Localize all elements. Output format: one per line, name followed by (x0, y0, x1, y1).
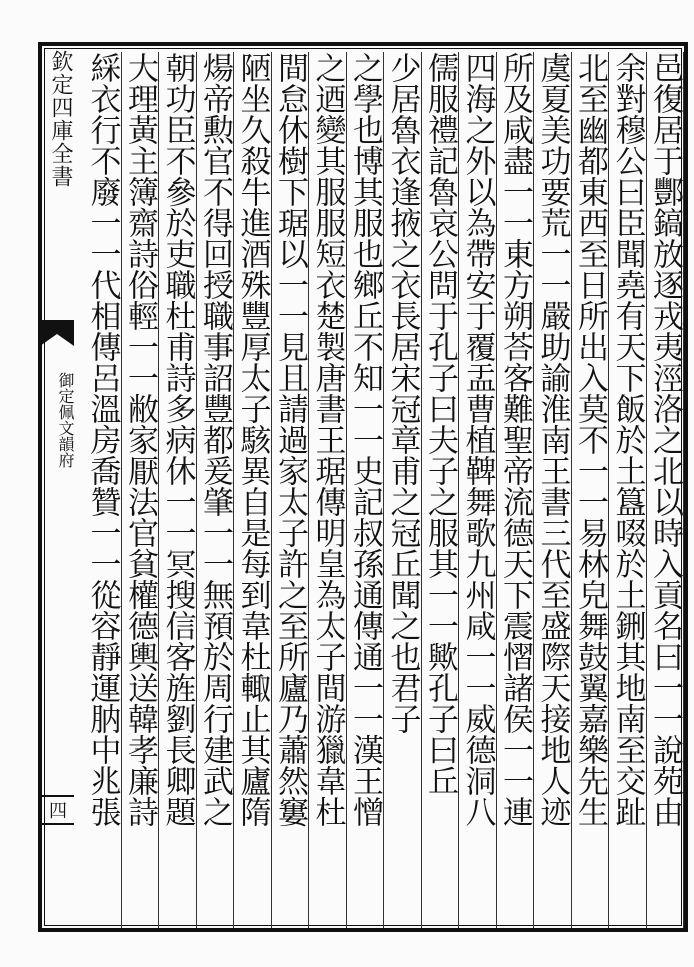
text-column: 儒服禮記魯哀公問于孔子曰夫子之服其一一歟孔子曰丘 (422, 52, 460, 928)
book-title (46, 372, 76, 468)
text-column: 少居魯衣逢掖之衣長居宋冠章甫之冠丘聞之也君子 (384, 52, 422, 928)
collection-title: 欽定四庫全書 (48, 50, 73, 188)
text-column: 北至幽都東西至日所出入莫不一一易林皃舞鼓翼嘉樂先生 (572, 52, 610, 928)
text-column: 之迺變其服服短衣楚製唐書王琚傳明皇為太子間游獵韋杜 (309, 52, 347, 928)
text-column: 邑復居于酆鎬放逐戎夷涇洛之北以時入貢名曰一一說苑由 (647, 52, 685, 928)
text-column: 虞夏美功要荒一一嚴助諭淮南王書三代至盛際天接地人迹 (534, 52, 572, 928)
text-column: 綵衣行不廢一一代相傳呂溫房喬贊一一從容靜運肭中兆張 (84, 52, 122, 928)
fish-tail-mark-icon (38, 318, 76, 348)
text-column: 四海之外以為帶安于覆盂曹植鞞舞歌九州咸一一威德洞八 (459, 52, 497, 928)
text-column: 陋坐久殺牛進酒殊豐厚太子駭異自是每到韋杜輙止其廬隋 (234, 52, 272, 928)
margin-sidebar (38, 42, 80, 932)
book-title-text: 御定佩文韻府 (56, 372, 75, 468)
text-column: 余對穆公曰臣聞堯有天下飯於土簋啜於土鉶其地南至交趾 (609, 52, 647, 928)
text-column: 朝功臣不參於吏職杜甫詩多病休一一冥搜信客旌劉長卿題 (159, 52, 197, 928)
text-column: 大理黃主簿齋詩俗輕一一敝家厭法官貧權德輿送韓孝廉詩 (122, 52, 160, 928)
text-column: 煬帝勲官不得回授職事詔豐都爰肇一一無預於周行建武之 (197, 52, 235, 928)
text-column: 間怠休樹下琚以一一見且請過家太子許之至所廬乃蕭然窶 (272, 52, 310, 928)
text-column: 之學也博其服也鄉丘不知一一史記叔孫通傳通一一漢王憎 (347, 52, 385, 928)
page-number: 四 (42, 795, 74, 825)
text-column: 所及咸盡一一東方朔荅客難聖帝流德天下震慴諸侯一一連 (497, 52, 535, 928)
